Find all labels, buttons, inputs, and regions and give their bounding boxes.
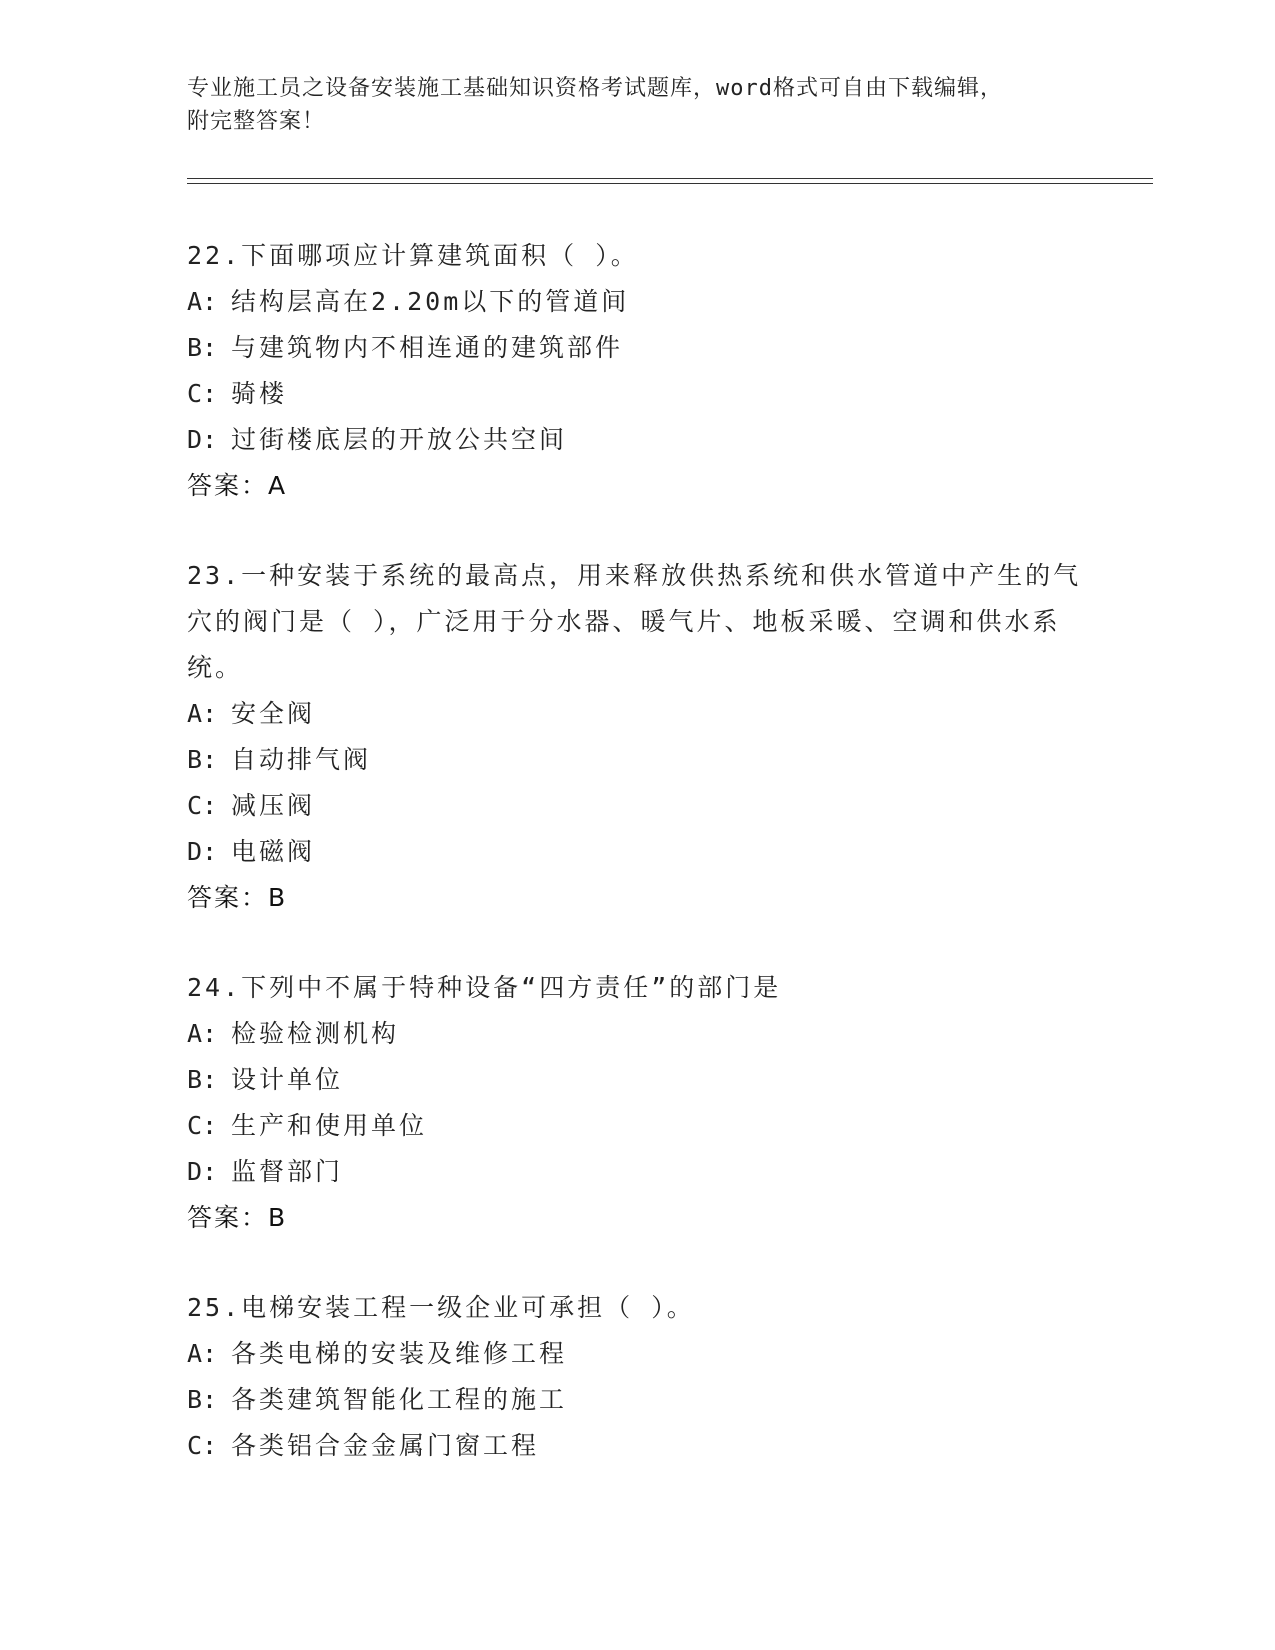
question-22 [187,233,1087,509]
option-text: 与建筑物内不相连通的建筑部件 [231,333,624,362]
option-text: 各类电梯的安装及维修工程 [231,1339,568,1368]
option-text: 各类铝合金金属门窗工程 [231,1431,540,1460]
question-list [187,233,1087,1513]
option-letter: A: [187,287,218,316]
option-a [187,1011,1087,1057]
option-letter: B: [187,333,218,362]
option-letter: D: [187,425,218,454]
question-stem: 22.下面哪项应计算建筑面积（ ）。 [187,241,639,270]
option-c [187,1103,1087,1149]
option-a [187,1331,1087,1377]
option-d [187,1149,1087,1195]
option-letter: D: [187,837,218,866]
question-24 [187,965,1087,1241]
option-text: 电磁阀 [231,837,316,866]
option-b [187,737,1087,783]
option-text: 设计单位 [231,1065,344,1094]
option-letter: C: [187,791,218,820]
option-text: 生产和使用单位 [231,1111,428,1140]
option-c [187,371,1087,417]
option-text: 骑楼 [231,379,288,408]
option-text: 检验检测机构 [231,1019,400,1048]
option-letter: D: [187,1157,218,1186]
option-letter: B: [187,1385,218,1414]
option-d [187,829,1087,875]
answer-label: 答案：A [187,471,288,500]
question-23 [187,553,1087,921]
option-a [187,691,1087,737]
option-text: 减压阀 [231,791,316,820]
option-text: 过街楼底层的开放公共空间 [231,425,568,454]
header-line-2: 附完整答案！ [187,109,326,134]
question-stem: 23.一种安装于系统的最高点，用来释放供热系统和供水管道中产生的气穴的阀门是（ ），广泛用于分水器、暖气片、地板采暖、空调和供水系统。 [187,561,1082,682]
option-letter: C: [187,1111,218,1140]
option-letter: A: [187,1339,218,1368]
option-text: 自动排气阀 [231,745,372,774]
option-c [187,783,1087,829]
header-divider-top [187,178,1153,179]
option-text: 结构层高在2.20m以下的管道间 [231,287,630,316]
option-text: 监督部门 [231,1157,344,1186]
question-stem: 25.电梯安装工程一级企业可承担（ ）。 [187,1293,695,1322]
option-letter: C: [187,379,218,408]
document-header [187,72,1087,138]
option-b [187,1057,1087,1103]
option-letter: B: [187,745,218,774]
question-25 [187,1285,1087,1469]
option-d [187,417,1087,463]
answer-label: 答案：B [187,1203,288,1232]
option-text: 安全阀 [231,699,316,728]
question-stem: 24.下列中不属于特种设备“四方责任”的部门是 [187,973,782,1002]
header-line-1: 专业施工员之设备安装施工基础知识资格考试题库，word格式可自由下载编辑， [187,76,1003,101]
option-letter: A: [187,1019,218,1048]
answer-label: 答案：B [187,883,288,912]
option-letter: A: [187,699,218,728]
option-a [187,279,1087,325]
option-letter: C: [187,1431,218,1460]
option-c [187,1423,1087,1469]
header-divider-bottom [187,183,1153,184]
option-text: 各类建筑智能化工程的施工 [231,1385,568,1414]
option-b [187,1377,1087,1423]
option-letter: B: [187,1065,218,1094]
option-b [187,325,1087,371]
